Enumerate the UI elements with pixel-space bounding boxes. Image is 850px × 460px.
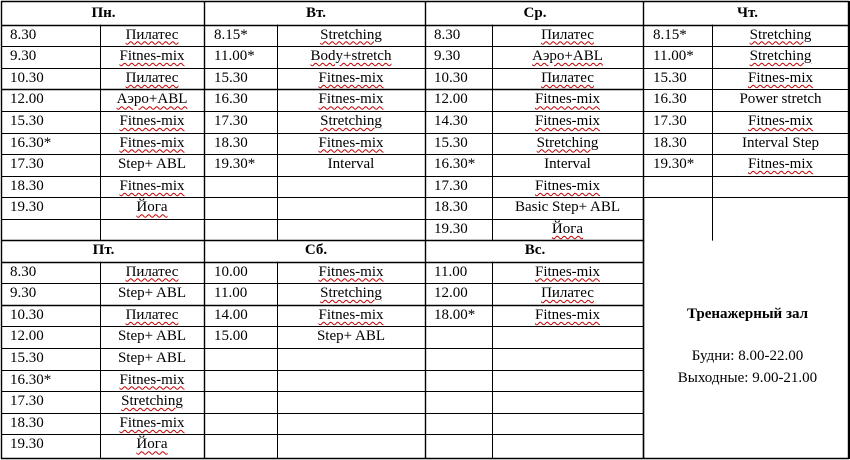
- slot-class-text: Stretching: [749, 48, 812, 65]
- slot-time-text: 15.30: [653, 69, 687, 86]
- slot-class-text: Stretching: [320, 26, 382, 43]
- slot-class-text: Пилатес: [125, 69, 179, 86]
- gym-title: Тренажерный зал: [686, 306, 809, 322]
- slot-time-text: 10.00: [214, 263, 248, 280]
- slot-time-text: 11.00: [434, 263, 468, 280]
- slot-class-text: Step+ ABL: [117, 285, 187, 302]
- slot-time-text: 18.30: [653, 134, 687, 151]
- slot-time-text: 8.15*: [214, 26, 248, 43]
- slot-time-text: 15.30: [214, 69, 248, 86]
- day-header-3-text: Чт.: [737, 5, 758, 21]
- slot-class-text: Йога: [136, 436, 168, 453]
- slot-class-text: Fitnes-mix: [747, 156, 813, 173]
- slot-class-text: Stretching: [121, 393, 183, 410]
- day-header-0-text: Пн.: [91, 5, 116, 21]
- slot-class-text: Fitnes-mix: [318, 263, 384, 280]
- slot-time-text: 18.30: [10, 414, 44, 431]
- slot-time-text: 10.30: [10, 69, 44, 86]
- day-header-2-text: Ср.: [523, 5, 547, 21]
- slot-class-text: Stretching: [749, 26, 812, 43]
- slot-time-text: 11.00: [214, 285, 248, 302]
- slot-class-text: Stretching: [536, 134, 599, 151]
- slot-class-text: Fitnes-mix: [318, 69, 384, 86]
- slot-class-text: Йога: [136, 199, 168, 216]
- slot-class-text: Fitnes-mix: [119, 134, 185, 151]
- slot-time-text: 16.30*: [10, 371, 52, 388]
- day-header-5-text: Сб.: [304, 242, 328, 258]
- slot-class-text: Fitnes-mix: [119, 113, 185, 129]
- slot-time-text: 14.30: [434, 113, 468, 129]
- slot-time-text: 17.30: [10, 156, 44, 173]
- slot-class-text: Fitnes-mix: [747, 69, 813, 86]
- slot-class-text: Fitnes-mix: [747, 113, 813, 129]
- slot-class-text: Interval: [544, 156, 591, 173]
- slot-class-text: Пилатес: [125, 263, 179, 280]
- slot-time-text: 15.30: [434, 134, 468, 151]
- slot-class-text: Fitnes-mix: [119, 48, 185, 65]
- slot-time-text: 18.30: [214, 134, 248, 151]
- slot-time-text: 19.30: [434, 221, 468, 237]
- slot-time-text: 16.30*: [10, 134, 52, 151]
- day-header-6-text: Вс.: [524, 242, 546, 258]
- slot-class-text: Interval: [327, 156, 375, 173]
- slot-time-text: 16.30: [214, 91, 248, 108]
- slot-class-text: Fitnes-mix: [119, 371, 185, 388]
- slot-time-text: 15.30: [10, 113, 44, 129]
- slot-time-text: 9.30: [10, 285, 37, 302]
- slot-class-text: Fitnes-mix: [534, 177, 600, 194]
- slot-time-text: 18.30: [10, 177, 44, 194]
- slot-time-text: 12.00: [10, 328, 44, 345]
- slot-time-text: 8.15*: [653, 26, 687, 43]
- slot-class-text: Step+ ABL: [316, 328, 386, 345]
- slot-time-text: 19.30*: [653, 156, 695, 173]
- slot-class-text: Пилатес: [541, 285, 594, 302]
- slot-class-text: Йога: [551, 221, 584, 237]
- day-header-4-text: Пт.: [92, 242, 115, 258]
- slot-time-text: 15.30: [10, 350, 44, 366]
- slot-class-text: Пилатес: [125, 26, 179, 43]
- slot-time-text: 12.00: [10, 91, 44, 108]
- slot-class-text: Stretching: [320, 285, 382, 302]
- slot-time-text: 16.30*: [434, 156, 476, 173]
- slot-time-text: 15.00: [214, 328, 248, 345]
- slot-class-text: Body+stretch: [310, 48, 392, 65]
- gym-weekday-hours: Будни: 8.00-22.00: [691, 348, 804, 364]
- slot-class-text: Пилатес: [541, 69, 594, 86]
- slot-time-text: 17.30: [214, 113, 248, 129]
- slot-time-text: 9.30: [434, 48, 461, 65]
- slot-class-text: Step+ ABL: [117, 350, 187, 366]
- slot-time-text: 12.00: [434, 91, 468, 108]
- slot-class-text: Аэро+ABL: [116, 91, 188, 108]
- slot-time-text: 14.00: [214, 306, 248, 323]
- slot-class-text: Fitnes-mix: [318, 306, 384, 323]
- slot-time-text: 8.30: [10, 26, 37, 43]
- slot-class-text: Step+ ABL: [117, 328, 187, 345]
- slot-class-text: Fitnes-mix: [534, 91, 600, 108]
- slot-time-text: 9.30: [10, 48, 37, 65]
- slot-time-text: 11.00*: [653, 48, 694, 65]
- slot-time-text: 17.30: [434, 177, 468, 194]
- slot-time-text: 19.30: [10, 199, 44, 216]
- day-header-1-text: Вт.: [306, 5, 326, 21]
- slot-time-text: 16.30: [653, 91, 687, 108]
- slot-time-text: 18.30: [434, 199, 468, 216]
- slot-time-text: 8.30: [434, 26, 461, 43]
- slot-class-text: Basic Step+ ABL: [514, 199, 621, 216]
- slot-time-text: 11.00*: [214, 48, 255, 65]
- slot-class-text: Interval Step: [741, 134, 820, 151]
- slot-class-text: Fitnes-mix: [119, 177, 185, 194]
- slot-class-text: Fitnes-mix: [318, 134, 384, 151]
- slot-time-text: 19.30: [10, 436, 44, 453]
- slot-class-text: Аэро+ABL: [532, 48, 603, 65]
- slot-time-text: 19.30*: [214, 156, 256, 173]
- slot-time-text: 8.30: [10, 263, 37, 280]
- slot-class-text: Fitnes-mix: [534, 306, 600, 323]
- slot-class-text: Пилатес: [541, 26, 594, 43]
- slot-class-text: Fitnes-mix: [318, 91, 384, 108]
- slot-class-text: Fitnes-mix: [534, 113, 600, 129]
- slot-class-text: Step+ ABL: [117, 156, 187, 173]
- slot-time-text: 12.00: [434, 285, 468, 302]
- slot-class-text: Пилатес: [125, 306, 179, 323]
- slot-time-text: 10.30: [434, 69, 468, 86]
- slot-time-text: 17.30: [10, 393, 44, 410]
- slot-class-text: Fitnes-mix: [534, 263, 600, 280]
- slot-time-text: 18.00*: [434, 306, 476, 323]
- slot-time-text: 10.30: [10, 306, 44, 323]
- slot-class-text: Stretching: [320, 113, 382, 129]
- slot-class-text: Fitnes-mix: [119, 414, 185, 431]
- slot-class-text: Power stretch: [739, 91, 822, 108]
- slot-time-text: 17.30: [653, 113, 687, 129]
- gym-weekend-hours: Выходные: 9.00-21.00: [677, 370, 818, 386]
